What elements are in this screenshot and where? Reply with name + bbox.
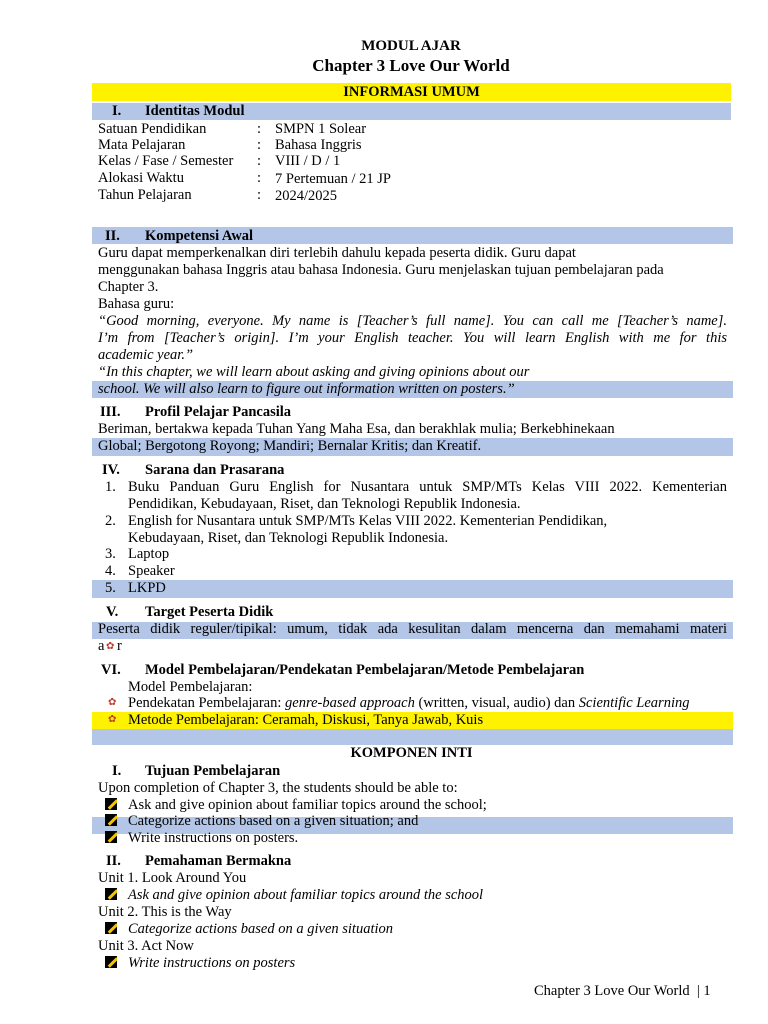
identitas-sep-4: : — [257, 187, 262, 203]
pemahaman-heading: Pemahaman Bermakna — [145, 853, 292, 869]
identitas-num: I. — [112, 103, 122, 119]
kompetensi-heading: Kompetensi Awal — [145, 228, 254, 244]
sarana-item-4-line1: LKPD — [128, 580, 166, 596]
target-num: V. — [106, 604, 119, 620]
identitas-heading: Identitas Modul — [145, 103, 245, 119]
checkbox-bullet-icon — [105, 798, 117, 810]
teacher-quote-2-line1: “In this chapter, we will learn about asking and giving opinions about our — [98, 364, 530, 380]
footer-separator: | — [696, 983, 700, 999]
unit-2-item: Categorize actions based on a given situation — [128, 921, 394, 937]
identitas-label-2: Kelas / Fase / Semester — [98, 153, 234, 169]
model-line2-italic-2: Scientific Learning — [578, 695, 690, 711]
komponen-inti-title: KOMPONEN INTI — [350, 745, 473, 761]
unit-2-title: Unit 2. This is the Way — [98, 904, 232, 920]
footer-text: Chapter 3 Love Our World — [534, 983, 690, 999]
identitas-value-1: Bahasa Inggris — [275, 137, 362, 153]
kompetensi-p1-line2: menggunakan bahasa Inggris atau bahasa Indonesia. Guru menjelaskan tujuan pembelajaran pada — [98, 262, 664, 278]
sarana-item-num-3: 4. — [105, 563, 116, 579]
tujuan-heading: Tujuan Pembelajaran — [145, 763, 281, 779]
footer — [534, 983, 711, 1000]
tujuan-num: I. — [112, 763, 122, 779]
kompetensi-p1-line1: Guru dapat memperkenalkan diri terlebih dahulu kepada peserta didik. Guru dapat — [98, 245, 576, 261]
identitas-value-0: SMPN 1 Solear — [275, 121, 367, 137]
sarana-item-num-1: 2. — [105, 513, 116, 529]
identitas-sep-0: : — [257, 121, 262, 137]
unit-3-item: Write instructions on posters — [128, 955, 296, 971]
identitas-label-4: Tahun Pelajaran — [98, 187, 192, 203]
model-num: VI. — [101, 662, 121, 678]
model-line2-mid: (written, visual, audio) dan — [414, 695, 579, 711]
unit-1-title: Unit 1. Look Around You — [98, 870, 247, 886]
unit-3-title: Unit 3. Act Now — [98, 938, 194, 954]
target-line2-a: a — [98, 638, 105, 654]
sarana-item-num-2: 3. — [105, 546, 116, 562]
target-line1: Peserta didik reguler/tipikal: umum, tidak ada kesulitan dalam mencerna dan memahami materi — [98, 621, 727, 637]
model-line2-italic-1: genre-based approach — [285, 695, 415, 711]
identitas-value-4: 2024/2025 — [275, 188, 338, 204]
teacher-quote-1-line1: “Good morning, everyone. My name is [Teacher’s full name]. You can call me [Teacher’s name]. — [98, 313, 727, 329]
teacher-quote-2-line2: school. We will also learn to figure out information written on posters.” — [98, 381, 515, 397]
kompetensi-p2: Bahasa guru: — [98, 296, 175, 312]
model-line1: Model Pembelajaran: — [128, 679, 253, 695]
profil-line1: Beriman, bertakwa kepada Tuhan Yang Maha Esa, dan berakhlak mulia; Berkebhinekaan — [98, 421, 615, 437]
sarana-band — [92, 580, 733, 598]
identitas-value-3: 7 Pertemuan / 21 JP — [275, 171, 391, 187]
module-title: MODUL AJAR — [361, 38, 461, 54]
checkbox-bullet-icon — [105, 956, 117, 968]
tujuan-intro: Upon completion of Chapter 3, the students should be able to: — [98, 780, 458, 796]
identitas-sep-3: : — [257, 170, 262, 186]
identitas-label-3: Alokasi Waktu — [98, 170, 184, 186]
model-heading: Model Pembelajaran/Pendekatan Pembelajaran/Metode Pembelajaran — [145, 662, 585, 678]
kompetensi-num: II. — [105, 228, 120, 244]
info-umum-title: INFORMASI UMUM — [343, 84, 480, 100]
profil-num: III. — [100, 404, 121, 420]
sarana-item-num-0: 1. — [105, 479, 116, 495]
model-line2-pre: Pendekatan Pembelajaran: — [128, 695, 286, 711]
checkbox-bullet-icon — [105, 814, 117, 826]
kompetensi-p1-line3: Chapter 3. — [98, 279, 159, 295]
sarana-item-0-line1: Buku Panduan Guru English for Nusantara untuk SMP/MTs Kelas VIII 2022. Kementerian — [128, 479, 727, 495]
flower-bullet-icon: ✿ — [106, 641, 115, 652]
checkbox-bullet-icon — [105, 922, 117, 934]
target-heading: Target Peserta Didik — [145, 604, 274, 620]
flower-bullet-icon: ✿ — [108, 714, 117, 725]
target-line2-b: r — [117, 638, 122, 654]
identitas-label-0: Satuan Pendidikan — [98, 121, 207, 137]
identitas-value-2: VIII / D / 1 — [275, 153, 341, 169]
identitas-label-1: Mata Pelajaran — [98, 137, 186, 153]
profil-line2: Global; Bergotong Royong; Mandiri; Bernalar Kritis; dan Kreatif. — [98, 438, 482, 454]
tujuan-item-2: Write instructions on posters. — [128, 830, 299, 846]
sarana-item-3-line1: Speaker — [128, 563, 175, 579]
tujuan-item-0: Ask and give opinion about familiar topics around the school; — [128, 797, 487, 813]
teacher-quote-1-line3: academic year.” — [98, 347, 194, 363]
model-end-band — [92, 729, 733, 745]
sarana-item-1-line1: English for Nusantara untuk SMP/MTs Kelas VIII 2022. Kementerian Pendidikan, — [128, 513, 608, 529]
identitas-sep-1: : — [257, 137, 262, 153]
sarana-item-num-4: 5. — [105, 580, 116, 596]
model-line3: Metode Pembelajaran: Ceramah, Diskusi, Tanya Jawab, Kuis — [128, 712, 484, 728]
sarana-num: IV. — [102, 462, 120, 478]
identitas-sep-2: : — [257, 153, 262, 169]
sarana-item-1-line2: Kebudayaan, Riset, dan Teknologi Republik Indonesia. — [128, 530, 449, 546]
checkbox-bullet-icon — [105, 831, 117, 843]
module-subtitle: Chapter 3 Love Our World — [312, 56, 510, 75]
flower-bullet-icon: ✿ — [108, 697, 117, 708]
sarana-item-2-line1: Laptop — [128, 546, 170, 562]
profil-heading: Profil Pelajar Pancasila — [145, 404, 292, 420]
unit-1-item: Ask and give opinion about familiar topics around the school — [128, 887, 484, 903]
sarana-item-0-line2: Pendidikan, Kebudayaan, Riset, dan Teknologi Republik Indonesia. — [128, 496, 521, 512]
tujuan-item-1: Categorize actions based on a given situation; and — [128, 813, 419, 829]
checkbox-bullet-icon — [105, 888, 117, 900]
model-line2 — [128, 695, 689, 712]
page-number: 1 — [703, 983, 711, 999]
sarana-heading: Sarana dan Prasarana — [145, 462, 285, 478]
pemahaman-num: II. — [106, 853, 121, 869]
teacher-quote-1-line2: I’m from [Teacher’s origin]. I’m your English teacher. You will learn English with me for this — [98, 330, 727, 346]
